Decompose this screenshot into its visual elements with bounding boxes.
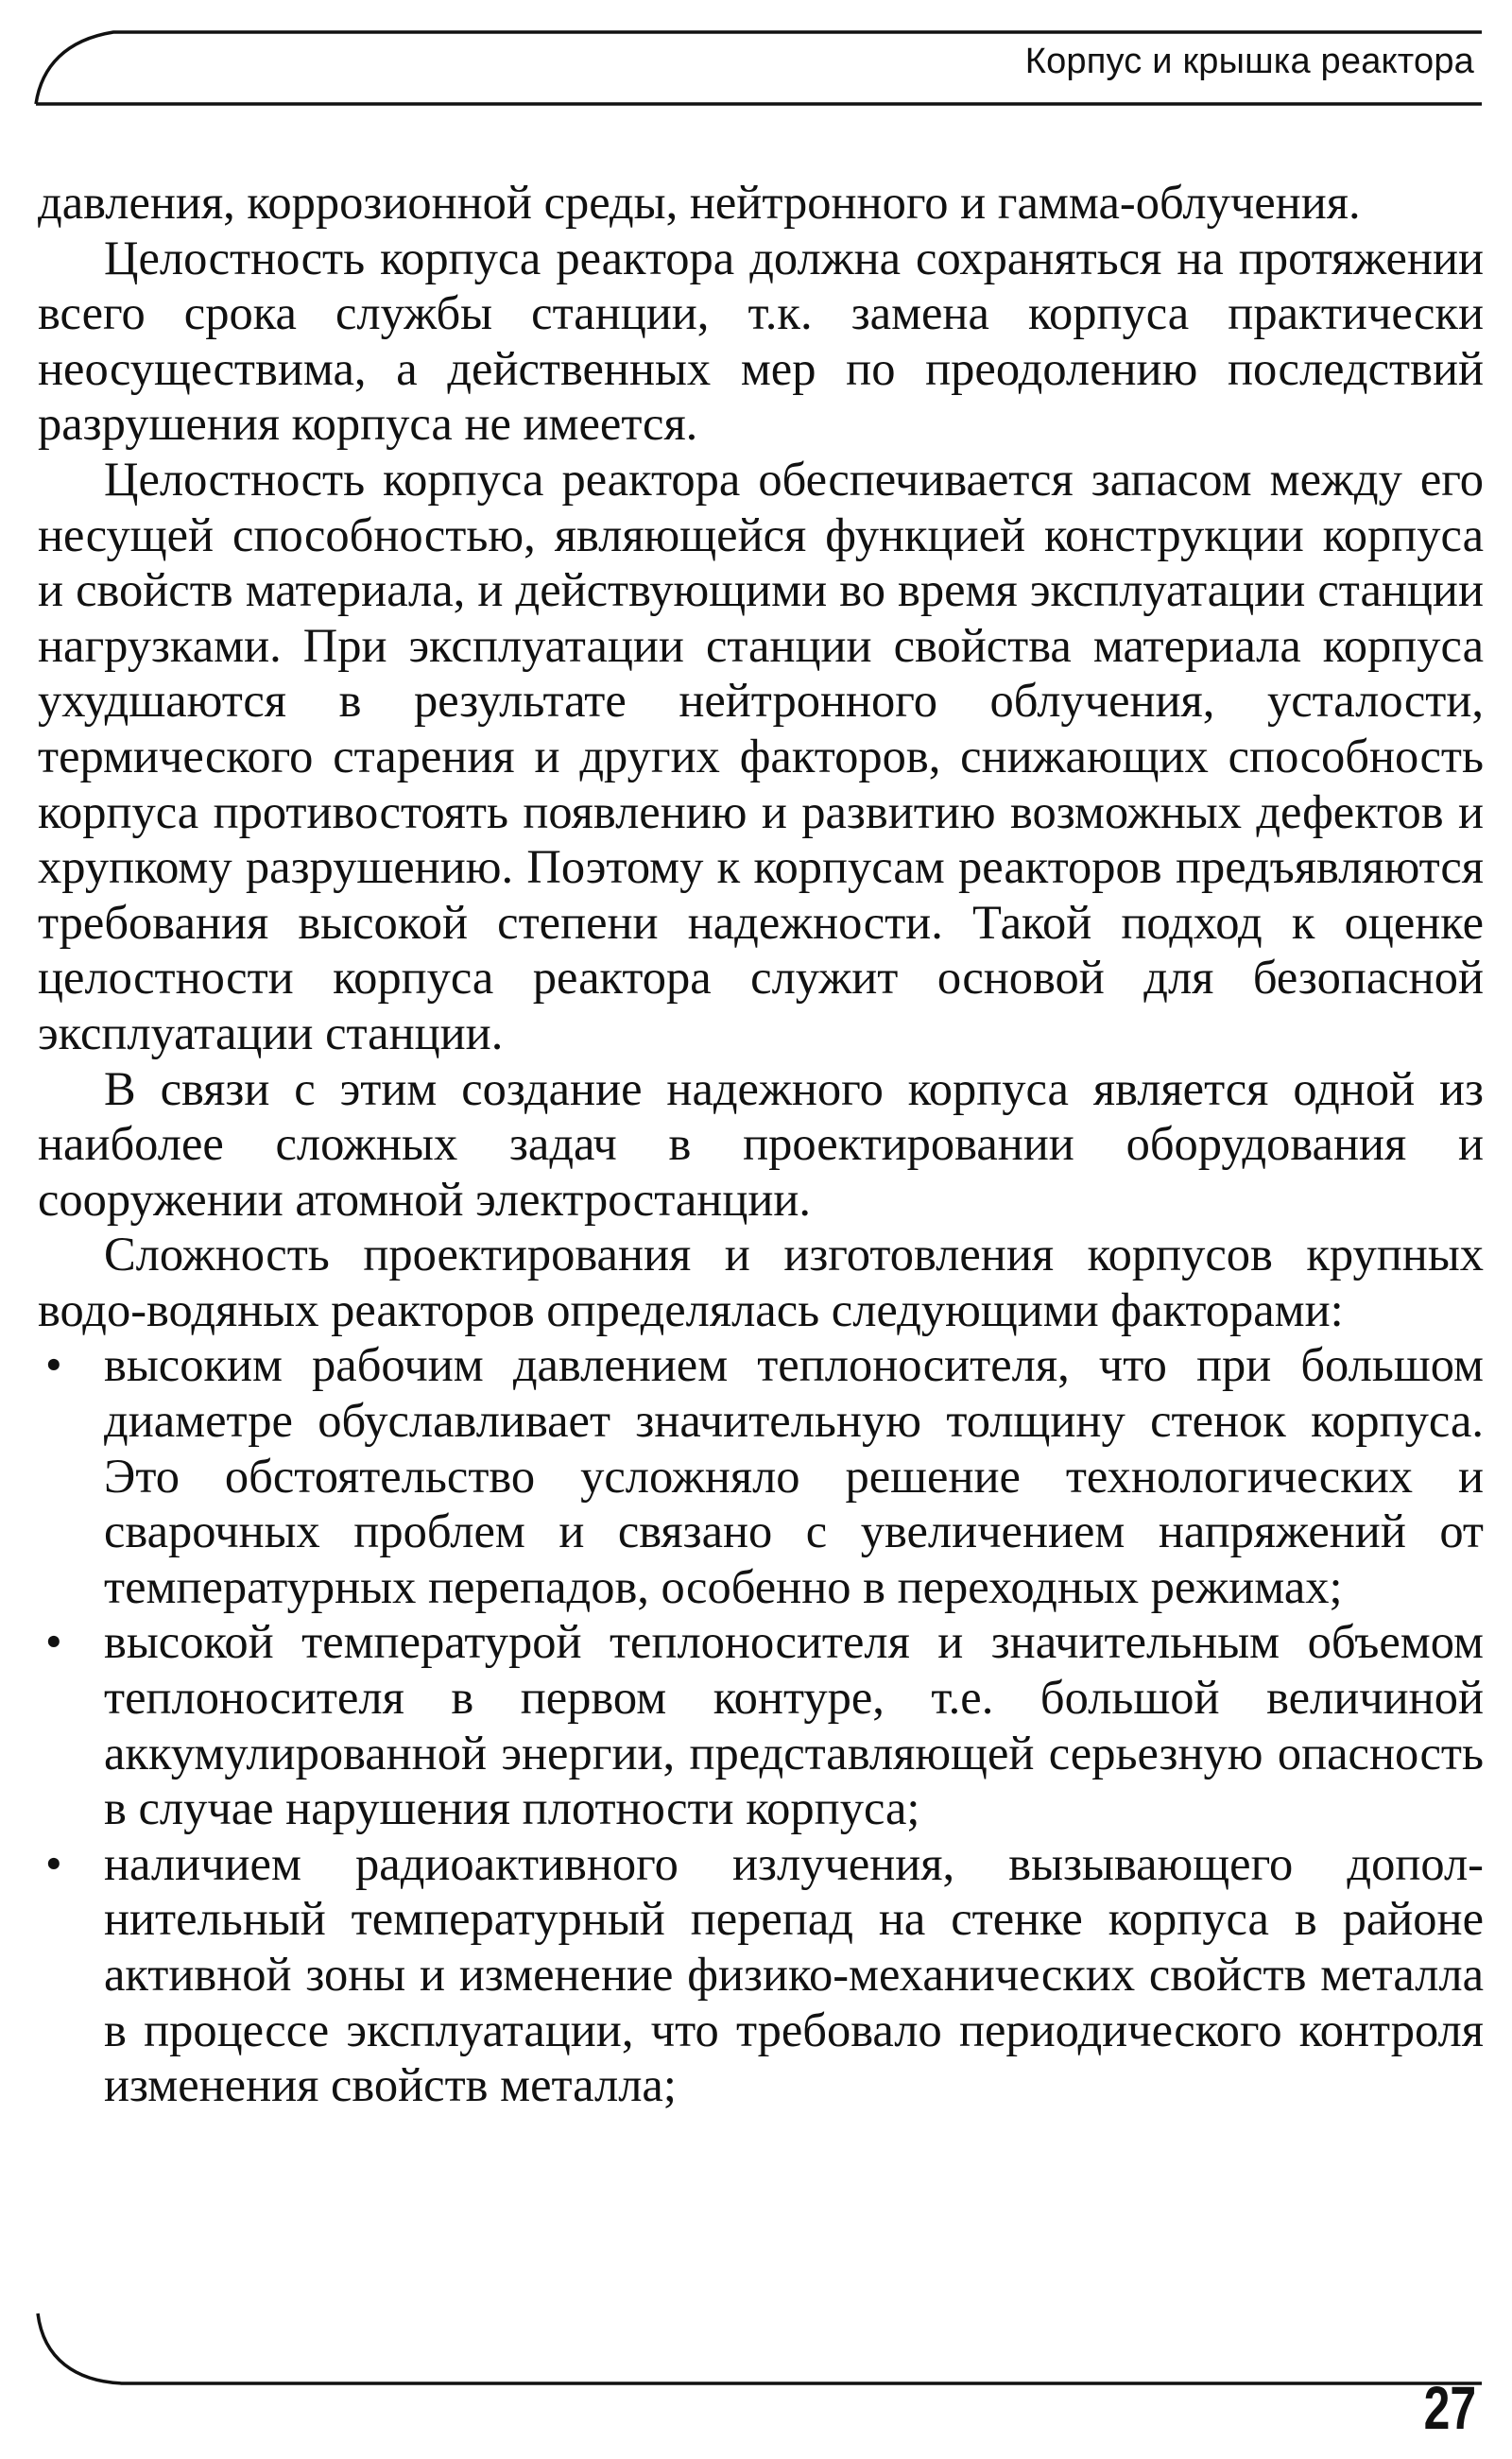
bullet-icon: • [45,1615,62,1669]
footer-rule [38,2313,1482,2383]
list-item [38,1836,1484,2113]
bullet-icon: • [45,1836,62,1890]
bullet-icon: • [45,1338,62,1392]
factor-list [38,1337,1484,2112]
running-header-title: Корпус и крышка реактора [1024,42,1474,81]
list-item [38,1614,1484,1835]
list-item-text: высоким рабочим давлением теплоносителя, что при большом диаметре обуславливает значительную толщину стенок корпуса. Это обстоятельство усложняло решение технологических и сварочных проблем и связано с увеличением напряжений от температурных перепадов, особенно в переходных режимах; [104,1338,1484,1613]
paragraph: В связи с этим создание надежного корпуса является одной из наиболее сложных задач в проектировании оборудования и сооружении атомной электростанции. [38,1061,1484,1226]
paragraph-continuation: давления, коррозионной среды, нейтронного и гамма-облучения. [38,176,1361,229]
page-number: 27 [1423,2374,1476,2442]
list-item-text: высокой температурой теплоносителя и значительным объемом теплоносителя в первом контуре, т.е. большой величиной аккумулированной энергии, представляющей серьезную опасность в случае нарушения плотности корпуса; [104,1615,1484,1835]
paragraph: Целостность корпуса реактора должна сохраняться на протяжении всего срока службы станции, т.к. замена корпуса практически неосуществима, а действенных мер по преодолению последствий разрушения корпуса не имеется. [38,231,1484,451]
paragraph: Сложность проектирования и изготовления корпусов крупных водо-водяных реакторов определялась следующими факторами: [38,1228,1484,1336]
list-item-text: наличием радиоактивного излучения, вызывающего дополнительный температурный перепад на стенке корпуса в районе активной зоны и изменение физико-механических свойств металла в процессе эксплуатации, что требовало периодического контроля изменения свойств металла; [104,1836,1484,2112]
paragraph: Целостность корпуса реактора обеспечивается запасом между его несущей способностью, являющейся функцией конструкции корпуса и свойств материала, и действующими во время эксплуатации станции нагрузками. При эксплуатации станции свойства материала корпуса ухудшаются в результате нейтронного облучения, усталости, термического старения и других факторов, снижающих способность корпуса противостоять появлению и развитию возможных дефектов и хрупкому разрушению. Поэтому к корпусам реакторов предъявляются требования высокой степени надежности. Такой подход к оценке целостности корпуса реактора служит основой для безопасной эксплуатации станции. [38,452,1484,1059]
page-body-text [38,175,1484,2113]
list-item [38,1337,1484,1614]
